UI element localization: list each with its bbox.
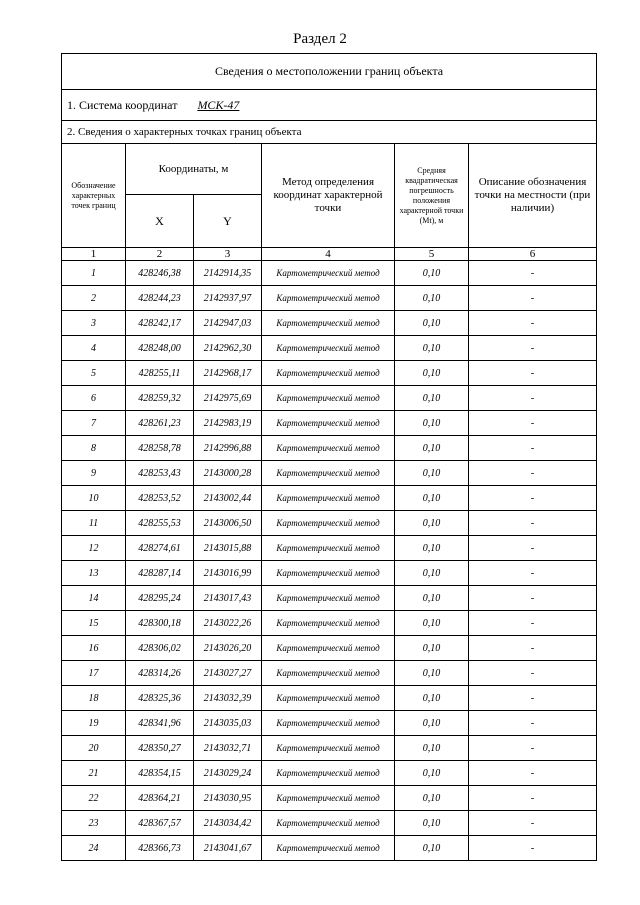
method: Картометрический метод bbox=[262, 561, 395, 586]
column-number: 1 bbox=[62, 248, 126, 261]
coord-x: 428253,43 bbox=[126, 461, 194, 486]
coord-x: 428295,24 bbox=[126, 586, 194, 611]
coord-y: 2143035,03 bbox=[194, 711, 262, 736]
method: Картометрический метод bbox=[262, 761, 395, 786]
description: - bbox=[469, 611, 597, 636]
point-number: 14 bbox=[62, 586, 126, 611]
point-number: 7 bbox=[62, 411, 126, 436]
point-number: 16 bbox=[62, 636, 126, 661]
coord-system-row bbox=[62, 90, 597, 121]
coord-x: 428314,26 bbox=[126, 661, 194, 686]
point-number: 1 bbox=[62, 261, 126, 286]
description: - bbox=[469, 561, 597, 586]
mean-error: 0,10 bbox=[395, 636, 469, 661]
table-row bbox=[62, 661, 597, 686]
point-number: 6 bbox=[62, 386, 126, 411]
table-row bbox=[62, 836, 597, 861]
header-description: Описание обозначения точки на местности (при наличии) bbox=[469, 144, 597, 248]
method: Картометрический метод bbox=[262, 711, 395, 736]
method: Картометрический метод bbox=[262, 836, 395, 861]
description: - bbox=[469, 461, 597, 486]
method: Картометрический метод bbox=[262, 336, 395, 361]
description: - bbox=[469, 711, 597, 736]
method: Картометрический метод bbox=[262, 636, 395, 661]
coord-x: 428350,27 bbox=[126, 736, 194, 761]
coord-y: 2143022,26 bbox=[194, 611, 262, 636]
column-number: 3 bbox=[194, 248, 262, 261]
table-row bbox=[62, 736, 597, 761]
description: - bbox=[469, 536, 597, 561]
coord-y: 2143000,28 bbox=[194, 461, 262, 486]
description: - bbox=[469, 386, 597, 411]
coord-y: 2143032,71 bbox=[194, 736, 262, 761]
description: - bbox=[469, 761, 597, 786]
coord-y: 2142962,30 bbox=[194, 336, 262, 361]
coord-x: 428300,18 bbox=[126, 611, 194, 636]
mean-error: 0,10 bbox=[395, 411, 469, 436]
mean-error: 0,10 bbox=[395, 786, 469, 811]
method: Картометрический метод bbox=[262, 611, 395, 636]
table-row bbox=[62, 461, 597, 486]
mean-error: 0,10 bbox=[395, 461, 469, 486]
table-row bbox=[62, 811, 597, 836]
table-row bbox=[62, 261, 597, 286]
coord-x: 428255,11 bbox=[126, 361, 194, 386]
method: Картометрический метод bbox=[262, 511, 395, 536]
description: - bbox=[469, 811, 597, 836]
point-number: 4 bbox=[62, 336, 126, 361]
boundary-points-table bbox=[61, 53, 597, 861]
description: - bbox=[469, 736, 597, 761]
method: Картометрический метод bbox=[262, 661, 395, 686]
mean-error: 0,10 bbox=[395, 511, 469, 536]
table-row bbox=[62, 586, 597, 611]
method: Картометрический метод bbox=[262, 361, 395, 386]
header-y: Y bbox=[194, 195, 262, 248]
coord-x: 428246,38 bbox=[126, 261, 194, 286]
coord-x: 428366,73 bbox=[126, 836, 194, 861]
mean-error: 0,10 bbox=[395, 661, 469, 686]
description: - bbox=[469, 286, 597, 311]
point-number: 3 bbox=[62, 311, 126, 336]
table-row bbox=[62, 711, 597, 736]
description: - bbox=[469, 836, 597, 861]
table-row bbox=[62, 286, 597, 311]
point-number: 12 bbox=[62, 536, 126, 561]
coord-x: 428325,36 bbox=[126, 686, 194, 711]
description: - bbox=[469, 261, 597, 286]
mean-error: 0,10 bbox=[395, 811, 469, 836]
coord-y: 2143016,99 bbox=[194, 561, 262, 586]
table-row bbox=[62, 486, 597, 511]
coord-y: 2142996,88 bbox=[194, 436, 262, 461]
table-row bbox=[62, 386, 597, 411]
coord-x: 428367,57 bbox=[126, 811, 194, 836]
column-number: 6 bbox=[469, 248, 597, 261]
method: Картометрический метод bbox=[262, 311, 395, 336]
coord-system-label: 1. Система координат bbox=[67, 97, 178, 112]
mean-error: 0,10 bbox=[395, 436, 469, 461]
mean-error: 0,10 bbox=[395, 536, 469, 561]
table-row bbox=[62, 511, 597, 536]
mean-error: 0,10 bbox=[395, 311, 469, 336]
section-title: Сведения о местоположении границ объекта bbox=[62, 54, 597, 90]
mean-error: 0,10 bbox=[395, 736, 469, 761]
coord-x: 428287,14 bbox=[126, 561, 194, 586]
method: Картометрический метод bbox=[262, 286, 395, 311]
method: Картометрический метод bbox=[262, 811, 395, 836]
coord-y: 2142983,19 bbox=[194, 411, 262, 436]
description: - bbox=[469, 661, 597, 686]
mean-error: 0,10 bbox=[395, 361, 469, 386]
table-row bbox=[62, 636, 597, 661]
description: - bbox=[469, 486, 597, 511]
description: - bbox=[469, 586, 597, 611]
description: - bbox=[469, 361, 597, 386]
mean-error: 0,10 bbox=[395, 561, 469, 586]
point-number: 15 bbox=[62, 611, 126, 636]
table-row bbox=[62, 436, 597, 461]
description: - bbox=[469, 686, 597, 711]
column-number: 4 bbox=[262, 248, 395, 261]
point-number: 22 bbox=[62, 786, 126, 811]
point-number: 19 bbox=[62, 711, 126, 736]
point-number: 5 bbox=[62, 361, 126, 386]
coord-x: 428306,02 bbox=[126, 636, 194, 661]
coord-y: 2143006,50 bbox=[194, 511, 262, 536]
coord-y: 2143030,95 bbox=[194, 786, 262, 811]
page-title: Раздел 2 bbox=[293, 31, 347, 47]
description: - bbox=[469, 786, 597, 811]
table-row bbox=[62, 536, 597, 561]
coord-system-value: МСК-47 bbox=[197, 97, 240, 112]
table-row bbox=[62, 311, 597, 336]
method: Картометрический метод bbox=[262, 386, 395, 411]
coord-x: 428341,96 bbox=[126, 711, 194, 736]
header-method: Метод определения координат характерной точки bbox=[262, 144, 395, 248]
point-number: 10 bbox=[62, 486, 126, 511]
point-number: 18 bbox=[62, 686, 126, 711]
point-number: 21 bbox=[62, 761, 126, 786]
header-x: X bbox=[126, 195, 194, 248]
table-row bbox=[62, 761, 597, 786]
method: Картометрический метод bbox=[262, 536, 395, 561]
mean-error: 0,10 bbox=[395, 686, 469, 711]
header-error: Средняя квадратическая погрешность положения характерной точки (Mt), м bbox=[395, 144, 469, 248]
mean-error: 0,10 bbox=[395, 611, 469, 636]
points-label: 2. Сведения о характерных точках границ объекта bbox=[62, 121, 597, 144]
coord-y: 2142968,17 bbox=[194, 361, 262, 386]
method: Картометрический метод bbox=[262, 261, 395, 286]
coord-y: 2142975,69 bbox=[194, 386, 262, 411]
coord-y: 2143032,39 bbox=[194, 686, 262, 711]
method: Картометрический метод bbox=[262, 411, 395, 436]
description: - bbox=[469, 411, 597, 436]
table-row bbox=[62, 686, 597, 711]
mean-error: 0,10 bbox=[395, 711, 469, 736]
table-row bbox=[62, 361, 597, 386]
point-number: 20 bbox=[62, 736, 126, 761]
coord-x: 428253,52 bbox=[126, 486, 194, 511]
coord-y: 2142914,35 bbox=[194, 261, 262, 286]
mean-error: 0,10 bbox=[395, 261, 469, 286]
coord-y: 2143015,88 bbox=[194, 536, 262, 561]
coord-y: 2142937,97 bbox=[194, 286, 262, 311]
mean-error: 0,10 bbox=[395, 486, 469, 511]
point-number: 2 bbox=[62, 286, 126, 311]
coord-x: 428274,61 bbox=[126, 536, 194, 561]
column-number: 5 bbox=[395, 248, 469, 261]
mean-error: 0,10 bbox=[395, 586, 469, 611]
point-number: 24 bbox=[62, 836, 126, 861]
method: Картометрический метод bbox=[262, 461, 395, 486]
point-number: 23 bbox=[62, 811, 126, 836]
column-number: 2 bbox=[126, 248, 194, 261]
point-number: 13 bbox=[62, 561, 126, 586]
method: Картометрический метод bbox=[262, 686, 395, 711]
coord-x: 428242,17 bbox=[126, 311, 194, 336]
method: Картометрический метод bbox=[262, 786, 395, 811]
coord-y: 2143029,24 bbox=[194, 761, 262, 786]
coord-x: 428258,78 bbox=[126, 436, 194, 461]
table-row bbox=[62, 411, 597, 436]
coord-x: 428255,53 bbox=[126, 511, 194, 536]
header-designation: Обозначение характерных точек границ bbox=[62, 144, 126, 248]
point-number: 17 bbox=[62, 661, 126, 686]
description: - bbox=[469, 311, 597, 336]
description: - bbox=[469, 636, 597, 661]
mean-error: 0,10 bbox=[395, 286, 469, 311]
mean-error: 0,10 bbox=[395, 836, 469, 861]
description: - bbox=[469, 336, 597, 361]
coord-y: 2143002,44 bbox=[194, 486, 262, 511]
coord-y: 2142947,03 bbox=[194, 311, 262, 336]
method: Картометрический метод bbox=[262, 486, 395, 511]
coord-x: 428259,32 bbox=[126, 386, 194, 411]
table-row bbox=[62, 336, 597, 361]
table-row bbox=[62, 561, 597, 586]
description: - bbox=[469, 511, 597, 536]
coord-x: 428261,23 bbox=[126, 411, 194, 436]
mean-error: 0,10 bbox=[395, 336, 469, 361]
header-coordinates: Координаты, м bbox=[126, 144, 262, 195]
table-row bbox=[62, 786, 597, 811]
description: - bbox=[469, 436, 597, 461]
coord-y: 2143034,42 bbox=[194, 811, 262, 836]
method: Картометрический метод bbox=[262, 586, 395, 611]
coord-x: 428354,15 bbox=[126, 761, 194, 786]
coord-x: 428364,21 bbox=[126, 786, 194, 811]
mean-error: 0,10 bbox=[395, 761, 469, 786]
point-number: 11 bbox=[62, 511, 126, 536]
method: Картометрический метод bbox=[262, 736, 395, 761]
coord-y: 2143017,43 bbox=[194, 586, 262, 611]
coord-y: 2143041,67 bbox=[194, 836, 262, 861]
coord-y: 2143027,27 bbox=[194, 661, 262, 686]
point-number: 8 bbox=[62, 436, 126, 461]
method: Картометрический метод bbox=[262, 436, 395, 461]
coord-y: 2143026,20 bbox=[194, 636, 262, 661]
point-number: 9 bbox=[62, 461, 126, 486]
coord-x: 428244,23 bbox=[126, 286, 194, 311]
coord-x: 428248,00 bbox=[126, 336, 194, 361]
mean-error: 0,10 bbox=[395, 386, 469, 411]
table-row bbox=[62, 611, 597, 636]
